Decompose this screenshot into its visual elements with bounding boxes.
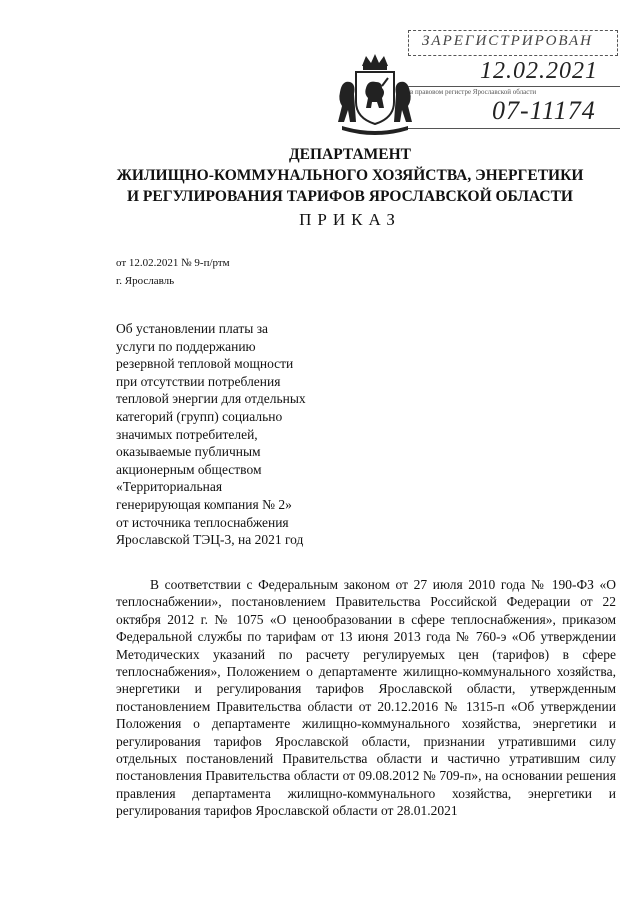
department-line: ЖИЛИЩНО-КОММУНАЛЬНОГО ХОЗЯЙСТВА, ЭНЕРГЕТИКИ xyxy=(116,167,584,184)
order-meta xyxy=(116,254,230,290)
stamp-divider xyxy=(408,86,620,87)
coat-of-arms-icon xyxy=(336,52,414,136)
subject-line: при отсутствии потребления xyxy=(116,373,281,389)
stamp-title: ЗАРЕГИСТРИРОВАН xyxy=(422,33,594,49)
subject-line: тепловой энергии для отдельных xyxy=(116,391,306,407)
department-line: И РЕГУЛИРОВАНИЯ ТАРИФОВ ЯРОСЛАВСКОЙ ОБЛАСТИ xyxy=(127,188,573,205)
stamp-date: 12.02.2021 xyxy=(480,58,598,84)
subject-line: значимых потребителей, xyxy=(116,426,258,442)
order-date-number: от 12.02.2021 № 9-п/ртм xyxy=(116,257,230,269)
order-city: г. Ярославль xyxy=(116,275,175,287)
subject-line: акционерным обществом xyxy=(116,461,262,477)
registration-stamp xyxy=(408,30,620,138)
stamp-caption: в правовом регистре Ярославской области xyxy=(410,88,537,96)
subject-line: генерирующая компания № 2» xyxy=(116,496,292,512)
subject-line: «Территориальная xyxy=(116,479,223,495)
subject-line: Об установлении платы за xyxy=(116,321,269,336)
subject-line: категорий (групп) социально xyxy=(116,408,283,424)
order-body-paragraph: В соответствии с Федеральным законом от 27 июля 2010 года № 190-ФЗ «О теплоснабжении», постановлением Правительства Российской Федерации от 22 октября 2012 г. № 1075 «О ценообразовании в сфере теплоснабжения», приказом Федеральной службы по тарифам от 13 июня 2013 года № 760-э «Об утверждении Методических указаний по расчету регулируемых цен (тарифов) в сфере теплоснабжения», Положением о департаменте жилищно-коммунального хозяйства, энергетики и регулирования тарифов Ярославской области, утвержденным постановлением Правительства области от 20.12.2016 № 1315-п «Об утверждении Положения о департаменте жилищно-коммунального хозяйства, энергетики и регулирования тарифов Ярославской области, признании утратившими силу отдельных постановлений Правительства области и частично утратившим силу постановления Правительства области от 09.08.2012 № 709-п», на основании решения правления департамента жилищно-коммунального хозяйства, энергетики и регулирования тарифов Ярославской области от 28.01.2021 xyxy=(116,577,616,819)
stamp-number: 07-11174 xyxy=(492,96,596,125)
stamp-divider xyxy=(408,128,620,129)
subject-line: от источника теплоснабжения xyxy=(116,514,289,530)
department-line: ДЕПАРТАМЕНТ xyxy=(288,146,412,163)
subject-line: Ярославской ТЭЦ-3, на 2021 год xyxy=(116,532,304,548)
subject-line: услуги по поддержанию xyxy=(116,338,256,354)
order-subject xyxy=(116,320,356,549)
subject-line: резервной тепловой мощности xyxy=(116,356,294,372)
subject-line: оказываемые публичным xyxy=(116,444,261,460)
department-header xyxy=(80,144,620,207)
order-title: ПРИКАЗ xyxy=(299,210,401,229)
